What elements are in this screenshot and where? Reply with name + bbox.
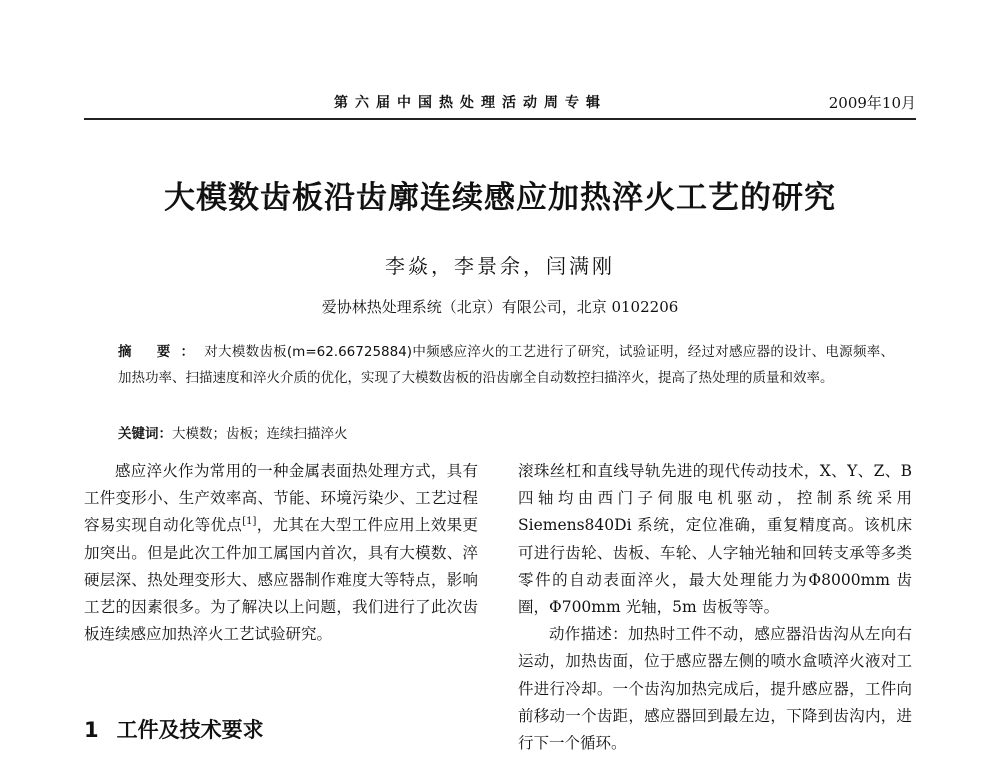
keywords: [118, 422, 894, 442]
abstract-label: 摘 要：: [118, 344, 205, 360]
keywords-label: 关键词：: [118, 426, 172, 442]
affiliation: 爱协林热处理系统（北京）有限公司，北京 0102206: [321, 298, 679, 316]
citation-1: [1]: [242, 516, 257, 528]
body-column-right: [518, 458, 912, 757]
intro-text-b: ，尤其在大型工件应用上效果更加突出。但是此次工件加工属国内首次，具有大模数、淬硬层深、热处理变形大、感应器制作难度大等特点，影响工艺的因素很多。为了解决以上问题，我们进行了此次齿板连续感应加热淬火工艺试验研究。: [84, 516, 478, 644]
motion-paragraph: 动作描述：加热时工件不动，感应器沿齿沟从左向右运动，加热齿面，位于感应器左侧的喷水盒喷淬火液对工件进行冷却。一个齿沟加热完成后，提升感应器，工件向前移动一个齿距，感应器回到最左边，下降到齿沟内，进行下一个循环。: [518, 625, 912, 753]
header-rule: [84, 118, 916, 120]
section-1-heading: [84, 714, 264, 744]
issue-date: 2009年10月: [828, 94, 916, 112]
intro-paragraph: [84, 458, 478, 648]
abstract: [118, 339, 894, 391]
authors: 李焱，李景余，闫满刚: [385, 254, 615, 278]
section-title: 工件及技术要求: [116, 718, 264, 742]
intro-text-a: 感应淬火作为常用的一种金属表面热处理方式，具有工件变形小、生产效率高、节能、环境污染少、工艺过程容易实现自动化等优点: [84, 462, 478, 535]
body-column-left: [84, 458, 478, 648]
section-number: 1: [84, 718, 99, 742]
paper-title: 大模数齿板沿齿廓连续感应加热淬火工艺的研究: [164, 180, 836, 216]
abstract-text: 对大模数齿板(m=62.66725884)中频感应淬火的工艺进行了研究，试验证明，经过对感应器的设计、电源频率、加热功率、扫描速度和淬火介质的优化，实现了大模数齿板的沿齿廓全自动数控扫描淬火，提高了热处理的质量和效率。: [118, 344, 894, 386]
running-head: [84, 92, 916, 114]
equipment-paragraph: 滚珠丝杠和直线导轨先进的现代传动技术，X、Y、Z、B四轴均由西门子伺服电机驱动，控制系统采用Siemens840Di 系统，定位准确，重复精度高。该机床可进行齿轮、齿板、车轮、人字轴光轴和回转支承等多类零件的自动表面淬火，最大处理能力为Φ8000mm 齿圈，Φ700mm 光轴，5m 齿板等等。: [518, 462, 912, 617]
journal-name: 第六届中国热处理活动周专辑: [334, 95, 607, 111]
keywords-text: 大模数；齿板；连续扫描淬火: [172, 426, 348, 442]
